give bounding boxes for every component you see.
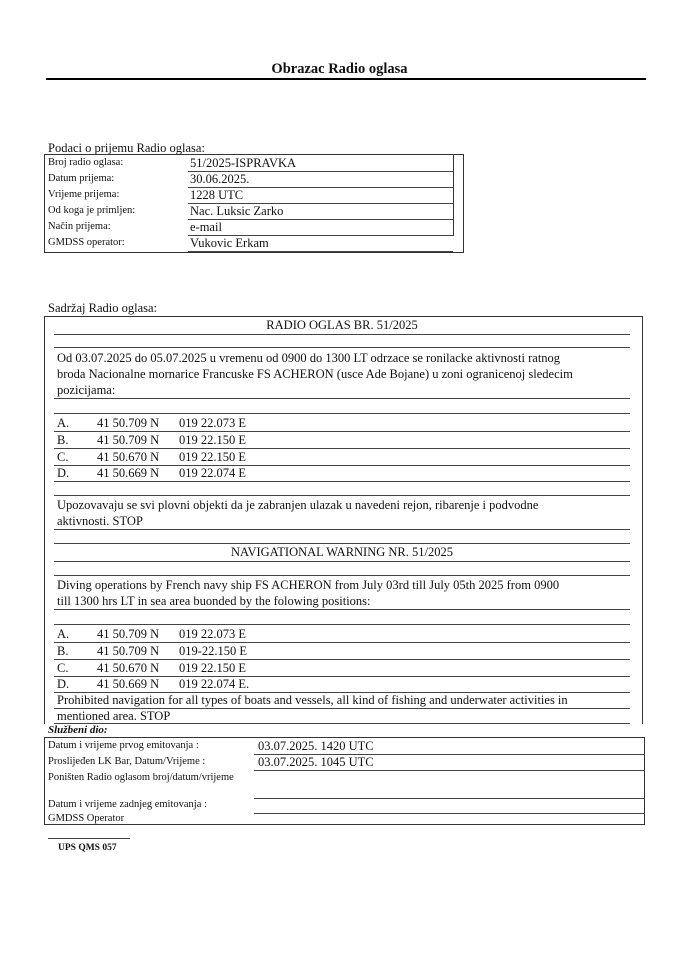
official-label: Datum i vrijeme prvog emitovanja :	[48, 740, 199, 751]
line-divider	[54, 398, 630, 399]
nav-text-line: till 1300 hrs LT in sea area buonded by the folowing positions:	[57, 594, 371, 608]
position-longitude: 019-22.150 E	[179, 644, 248, 658]
line-divider	[54, 723, 630, 724]
official-label: GMDSS Operator	[48, 813, 125, 824]
nav-text-line: Diving operations by French navy ship FS ACHERON from July 03rd till July 05th 2025 from 0900	[57, 578, 560, 592]
reception-label: GMDSS operator:	[48, 237, 125, 248]
position-longitude: 019 22.150 E	[179, 433, 247, 447]
value-underline	[188, 219, 453, 220]
official-value: 03.07.2025. 1420 UTC	[258, 739, 374, 753]
position-letter: B.	[57, 644, 69, 658]
content-section-label: Sadržaj Radio oglasa:	[48, 301, 157, 315]
reception-label: Od koga je primljen:	[48, 205, 136, 216]
footer-rule	[48, 838, 130, 839]
position-longitude: 019 22.073 E	[179, 627, 247, 641]
reception-value: 51/2025-ISPRAVKA	[190, 156, 297, 170]
line-divider	[54, 334, 630, 335]
document-code: UPS QMS 057	[58, 843, 117, 853]
position-longitude: 019 22.150 E	[179, 661, 247, 675]
local-text-line: broda Nacionalne mornarice Francuske FS ACHERON (usce Ade Bojane) u zoni ogranicenoj sledecim	[57, 367, 573, 381]
position-letter: D.	[57, 466, 70, 480]
local-warning-line: Upozovavaju se svi plovni objekti da je zabranjen ulazak u navedeni rejon, ribarenje i podvodne	[57, 498, 539, 512]
position-letter: A.	[57, 627, 70, 641]
position-latitude: 41 50.709 N	[97, 644, 160, 658]
position-latitude: 41 50.709 N	[97, 627, 160, 641]
position-latitude: 41 50.709 N	[97, 433, 160, 447]
position-letter: A.	[57, 416, 70, 430]
position-longitude: 019 22.074 E	[179, 466, 247, 480]
position-latitude: 41 50.670 N	[97, 450, 160, 464]
value-underline	[254, 798, 645, 799]
line-divider	[54, 495, 630, 496]
official-section-label: Službeni dio:	[48, 724, 108, 736]
page-title: Obrazac Radio oglasa	[271, 61, 408, 77]
local-text-line: Od 03.07.2025 do 05.07.2025 u vremenu od 0900 do 1300 LT odrzace se ronilacke aktivnosti ratnog	[57, 351, 561, 365]
line-divider	[54, 347, 630, 348]
line-divider	[54, 413, 630, 414]
title-divider	[46, 78, 646, 80]
position-letter: D.	[57, 677, 70, 691]
value-underline	[188, 251, 453, 252]
reception-label: Način prijema:	[48, 221, 111, 232]
position-latitude: 41 50.669 N	[97, 466, 160, 480]
reception-inner-divider	[453, 154, 454, 236]
position-longitude: 019 22.074 E.	[179, 677, 250, 691]
nav-warning-header: NAVIGATIONAL WARNING NR. 51/2025	[231, 545, 453, 559]
line-divider	[54, 543, 630, 544]
position-latitude: 41 50.669 N	[97, 677, 160, 691]
nav-warning-line: mentioned area. STOP	[57, 709, 171, 723]
official-label: Proslijeđen LK Bar, Datum/Vrijeme :	[48, 756, 206, 767]
line-divider	[54, 609, 630, 610]
reception-label: Broj radio oglasa:	[48, 157, 124, 168]
official-label: Poništen Radio oglasom broj/datum/vrijeme	[48, 772, 234, 783]
line-divider	[54, 561, 630, 562]
position-latitude: 41 50.670 N	[97, 661, 160, 675]
line-divider	[54, 529, 630, 530]
line-divider	[54, 481, 630, 482]
local-warning-line: aktivnosti. STOP	[57, 514, 143, 528]
position-letter: B.	[57, 433, 69, 447]
local-notice-header: RADIO OGLAS BR. 51/2025	[266, 318, 418, 332]
nav-warning-line: Prohibited navigation for all types of boats and vessels, all kind of fishing and underwater activities in	[57, 693, 568, 707]
official-label: Datum i vrijeme zadnjeg emitovanja :	[48, 799, 207, 810]
reception-label: Vrijeme prijema:	[48, 189, 120, 200]
reception-label: Datum prijema:	[48, 173, 115, 184]
reception-value: 1228 UTC	[190, 188, 244, 202]
value-underline	[254, 813, 645, 814]
local-text-line: pozicijama:	[57, 383, 116, 397]
reception-value: 30.06.2025.	[190, 172, 250, 186]
reception-value: Vukovic Erkam	[190, 236, 269, 250]
position-longitude: 019 22.073 E	[179, 416, 247, 430]
position-letter: C.	[57, 450, 69, 464]
reception-value: Nac. Luksic Zarko	[190, 204, 284, 218]
reception-value: e-mail	[190, 220, 222, 234]
position-latitude: 41 50.709 N	[97, 416, 160, 430]
line-divider	[54, 575, 630, 576]
official-value: 03.07.2025. 1045 UTC	[258, 755, 374, 769]
line-divider	[54, 624, 630, 625]
position-letter: C.	[57, 661, 69, 675]
value-underline	[254, 770, 645, 771]
position-longitude: 019 22.150 E	[179, 450, 247, 464]
reception-section-label: Podaci o prijemu Radio oglasa:	[48, 141, 205, 155]
